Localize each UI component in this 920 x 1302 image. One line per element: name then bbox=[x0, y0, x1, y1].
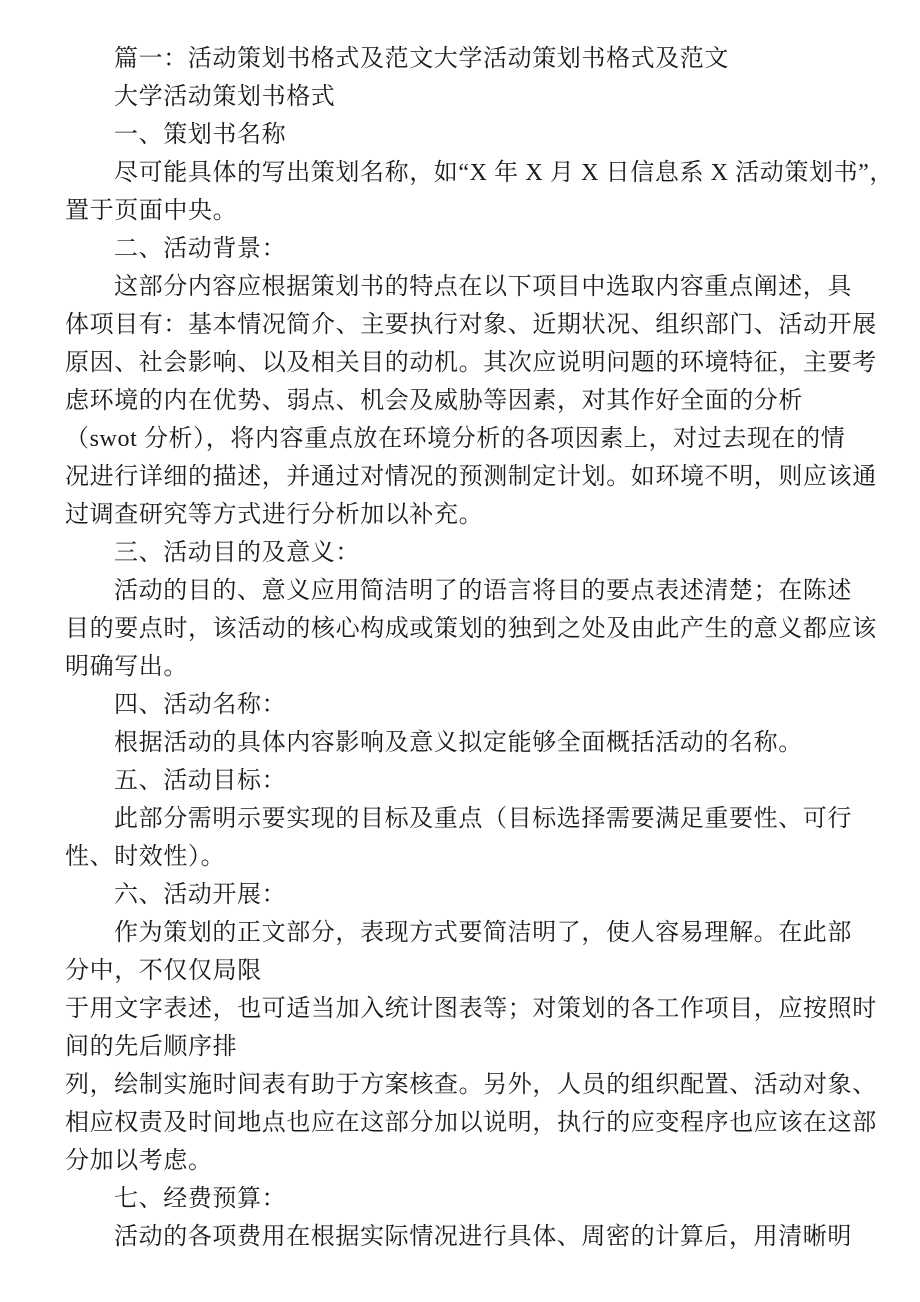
text-line: 体项目有：基本情况简介、主要执行对象、近期状况、组织部门、活动开展 bbox=[65, 312, 877, 338]
text-line: 目的要点时，该活动的核心构成或策划的独到之处及由此产生的意义都应该 bbox=[65, 616, 877, 642]
text-line: 况进行详细的描述，并通过对情况的预测制定计划。如环境不明，则应该通 bbox=[65, 464, 877, 490]
text-line: 五、活动目标： bbox=[114, 768, 287, 794]
text-line: 相应权责及时间地点也应在这部分加以说明，执行的应变程序也应该在这部 bbox=[65, 1110, 877, 1136]
text-line: 三、活动目的及意义： bbox=[114, 540, 360, 566]
text-line: 明确写出。 bbox=[65, 654, 188, 680]
text-line: 虑环境的内在优势、弱点、机会及威胁等因素，对其作好全面的分析 bbox=[65, 388, 803, 414]
text-line: 间的先后顺序排 bbox=[65, 1034, 238, 1060]
text-line: 性、时效性）。 bbox=[65, 844, 226, 870]
text-line: 作为策划的正文部分，表现方式要简洁明了，使人容易理解。在此部 bbox=[114, 920, 852, 946]
text-line: 七、经费预算： bbox=[114, 1186, 287, 1212]
text-line: 置于页面中央。 bbox=[65, 198, 238, 224]
text-line: 二、活动背景： bbox=[114, 236, 287, 262]
text-line: 活动的目的、意义应用简洁明了的语言将目的要点表述清楚；在陈述 bbox=[114, 578, 852, 604]
text-line: 此部分需明示要实现的目标及重点（目标选择需要满足重要性、可行 bbox=[114, 806, 852, 832]
text-line: 分中，不仅仅局限 bbox=[65, 958, 262, 984]
text-line: 根据活动的具体内容影响及意义拟定能够全面概括活动的名称。 bbox=[114, 730, 803, 756]
text-line: 一、策划书名称 bbox=[114, 122, 287, 148]
text-line: 过调查研究等方式进行分析加以补充。 bbox=[65, 502, 484, 528]
text-line: 列，绘制实施时间表有助于方案核查。另外，人员的组织配置、活动对象、 bbox=[65, 1072, 877, 1098]
text-line: 尽可能具体的写出策划名称，如“X 年 X 月 X 日信息系 X 活动策划书”， bbox=[114, 160, 895, 186]
text-line: 这部分内容应根据策划书的特点在以下项目中选取内容重点阐述，具 bbox=[114, 274, 852, 300]
text-line: 于用文字表述，也可适当加入统计图表等；对策划的各工作项目，应按照时 bbox=[65, 996, 877, 1022]
text-line: 活动的各项费用在根据实际情况进行具体、周密的计算后，用清晰明 bbox=[114, 1224, 852, 1250]
text-line: 大学活动策划书格式 bbox=[114, 84, 336, 110]
text-line: 篇一：活动策划书格式及范文大学活动策划书格式及范文 bbox=[114, 46, 729, 72]
text-line: 分加以考虑。 bbox=[65, 1148, 213, 1174]
text-line: 四、活动名称： bbox=[114, 692, 287, 718]
text-line: （swot 分析），将内容重点放在环境分析的各项因素上，对过去现在的情 bbox=[65, 426, 846, 452]
text-line: 原因、社会影响、以及相关目的动机。其次应说明问题的环境特征，主要考 bbox=[65, 350, 877, 376]
text-line: 六、活动开展： bbox=[114, 882, 287, 908]
